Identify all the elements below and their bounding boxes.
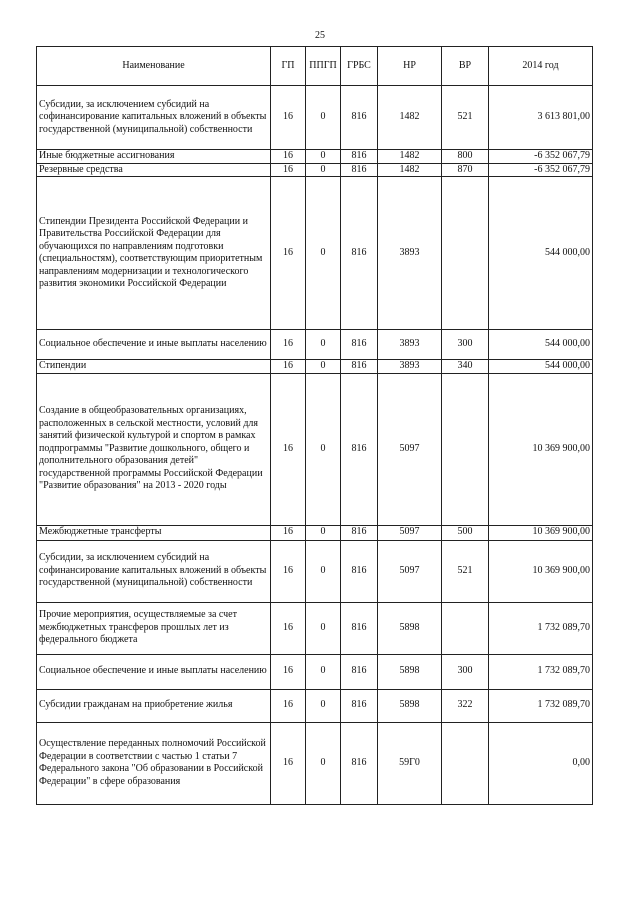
row-vr: 521 [442, 86, 489, 150]
row-ppgp: 0 [306, 540, 341, 602]
row-name: Стипендии Президента Российской Федерации и Правительства Российской Федерации для обучающихся по направлениям подготовки (специальностям), соответствующим приоритетным направлениям модернизации и технологического развития экономики Российской Федерации [37, 177, 271, 330]
row-amount: 544 000,00 [489, 177, 593, 330]
row-ppgp: 0 [306, 689, 341, 722]
row-nr: 59Г0 [378, 722, 442, 804]
row-grbs: 816 [341, 150, 378, 164]
row-gp: 16 [271, 86, 306, 150]
header-nr: НР [378, 47, 442, 86]
header-vr: ВР [442, 47, 489, 86]
row-nr: 1482 [378, 163, 442, 177]
row-grbs: 816 [341, 602, 378, 654]
row-amount: 10 369 900,00 [489, 373, 593, 525]
row-vr: 521 [442, 540, 489, 602]
row-vr [442, 602, 489, 654]
row-gp: 16 [271, 163, 306, 177]
row-vr [442, 722, 489, 804]
row-ppgp: 0 [306, 150, 341, 164]
header-ppgp: ППГП [306, 47, 341, 86]
row-nr: 5097 [378, 525, 442, 540]
row-name: Иные бюджетные ассигнования [37, 150, 271, 164]
table-row [37, 689, 593, 722]
row-gp: 16 [271, 150, 306, 164]
row-name: Субсидии, за исключением субсидий на софинансирование капитальных вложений в объекты государственной (муниципальной) собственности [37, 540, 271, 602]
row-vr [442, 177, 489, 330]
table-row [37, 163, 593, 177]
table-row [37, 150, 593, 164]
row-amount: -6 352 067,79 [489, 163, 593, 177]
row-ppgp: 0 [306, 602, 341, 654]
row-amount: 544 000,00 [489, 330, 593, 360]
row-ppgp: 0 [306, 330, 341, 360]
row-ppgp: 0 [306, 525, 341, 540]
row-amount: 0,00 [489, 722, 593, 804]
page-number: 25 [315, 30, 325, 41]
row-gp: 16 [271, 540, 306, 602]
row-name: Осуществление переданных полномочий Российской Федерации в соответствии с частью 1 статьи 7 Федерального закона "Об образовании в Российской Федерации" в сфере образования [37, 722, 271, 804]
row-ppgp: 0 [306, 86, 341, 150]
table-row [37, 177, 593, 330]
row-name: Социальное обеспечение и иные выплаты населению [37, 654, 271, 689]
row-nr: 5898 [378, 654, 442, 689]
row-vr: 870 [442, 163, 489, 177]
row-nr: 5898 [378, 602, 442, 654]
row-amount: 544 000,00 [489, 360, 593, 374]
row-grbs: 816 [341, 373, 378, 525]
row-ppgp: 0 [306, 722, 341, 804]
row-nr: 3893 [378, 177, 442, 330]
row-grbs: 816 [341, 360, 378, 374]
row-gp: 16 [271, 177, 306, 330]
row-vr: 300 [442, 330, 489, 360]
header-year: 2014 год [489, 47, 593, 86]
table-header-row [37, 47, 593, 86]
row-nr: 1482 [378, 86, 442, 150]
row-name: Межбюджетные трансферты [37, 525, 271, 540]
row-amount: 3 613 801,00 [489, 86, 593, 150]
row-amount: 1 732 089,70 [489, 602, 593, 654]
row-amount: 10 369 900,00 [489, 540, 593, 602]
table-row [37, 373, 593, 525]
row-gp: 16 [271, 360, 306, 374]
row-gp: 16 [271, 330, 306, 360]
row-gp: 16 [271, 525, 306, 540]
row-vr: 300 [442, 654, 489, 689]
row-gp: 16 [271, 689, 306, 722]
row-amount: 10 369 900,00 [489, 525, 593, 540]
row-vr: 800 [442, 150, 489, 164]
row-nr: 3893 [378, 330, 442, 360]
row-grbs: 816 [341, 525, 378, 540]
table-row [37, 722, 593, 804]
row-nr: 3893 [378, 360, 442, 374]
row-ppgp: 0 [306, 163, 341, 177]
table-row [37, 602, 593, 654]
row-grbs: 816 [341, 177, 378, 330]
row-name: Стипендии [37, 360, 271, 374]
table-row [37, 654, 593, 689]
row-gp: 16 [271, 722, 306, 804]
row-grbs: 816 [341, 722, 378, 804]
row-ppgp: 0 [306, 373, 341, 525]
header-grbs: ГРБС [341, 47, 378, 86]
row-nr: 5097 [378, 373, 442, 525]
row-nr: 5097 [378, 540, 442, 602]
row-grbs: 816 [341, 86, 378, 150]
row-ppgp: 0 [306, 654, 341, 689]
row-nr: 1482 [378, 150, 442, 164]
table-row [37, 86, 593, 150]
row-ppgp: 0 [306, 177, 341, 330]
row-grbs: 816 [341, 654, 378, 689]
header-name: Наименование [37, 47, 271, 86]
row-vr [442, 373, 489, 525]
row-name: Прочие мероприятия, осуществляемые за счет межбюджетных трансферов прошлых лет из федерального бюджета [37, 602, 271, 654]
row-amount: 1 732 089,70 [489, 654, 593, 689]
row-grbs: 816 [341, 540, 378, 602]
budget-table [36, 46, 593, 805]
row-gp: 16 [271, 602, 306, 654]
row-vr: 322 [442, 689, 489, 722]
row-gp: 16 [271, 373, 306, 525]
row-amount: 1 732 089,70 [489, 689, 593, 722]
row-grbs: 816 [341, 163, 378, 177]
row-ppgp: 0 [306, 360, 341, 374]
row-grbs: 816 [341, 330, 378, 360]
row-grbs: 816 [341, 689, 378, 722]
row-name: Субсидии, за исключением субсидий на софинансирование капитальных вложений в объекты государственной (муниципальной) собственности [37, 86, 271, 150]
table-row [37, 330, 593, 360]
row-vr: 500 [442, 525, 489, 540]
row-name: Создание в общеобразовательных организациях, расположенных в сельской местности, условий для занятий физической культурой и спортом в рамках подпрограммы "Развитие дошкольного, общего и дополнительного образования детей" государственной программы Российской Федерации "Развитие образования" на 2013 - 2020 годы [37, 373, 271, 525]
header-gp: ГП [271, 47, 306, 86]
row-gp: 16 [271, 654, 306, 689]
row-name: Субсидии гражданам на приобретение жилья [37, 689, 271, 722]
row-amount: -6 352 067,79 [489, 150, 593, 164]
row-name: Социальное обеспечение и иные выплаты населению [37, 330, 271, 360]
row-nr: 5898 [378, 689, 442, 722]
row-vr: 340 [442, 360, 489, 374]
table-row [37, 360, 593, 374]
table-row [37, 540, 593, 602]
row-name: Резервные средства [37, 163, 271, 177]
table-row [37, 525, 593, 540]
